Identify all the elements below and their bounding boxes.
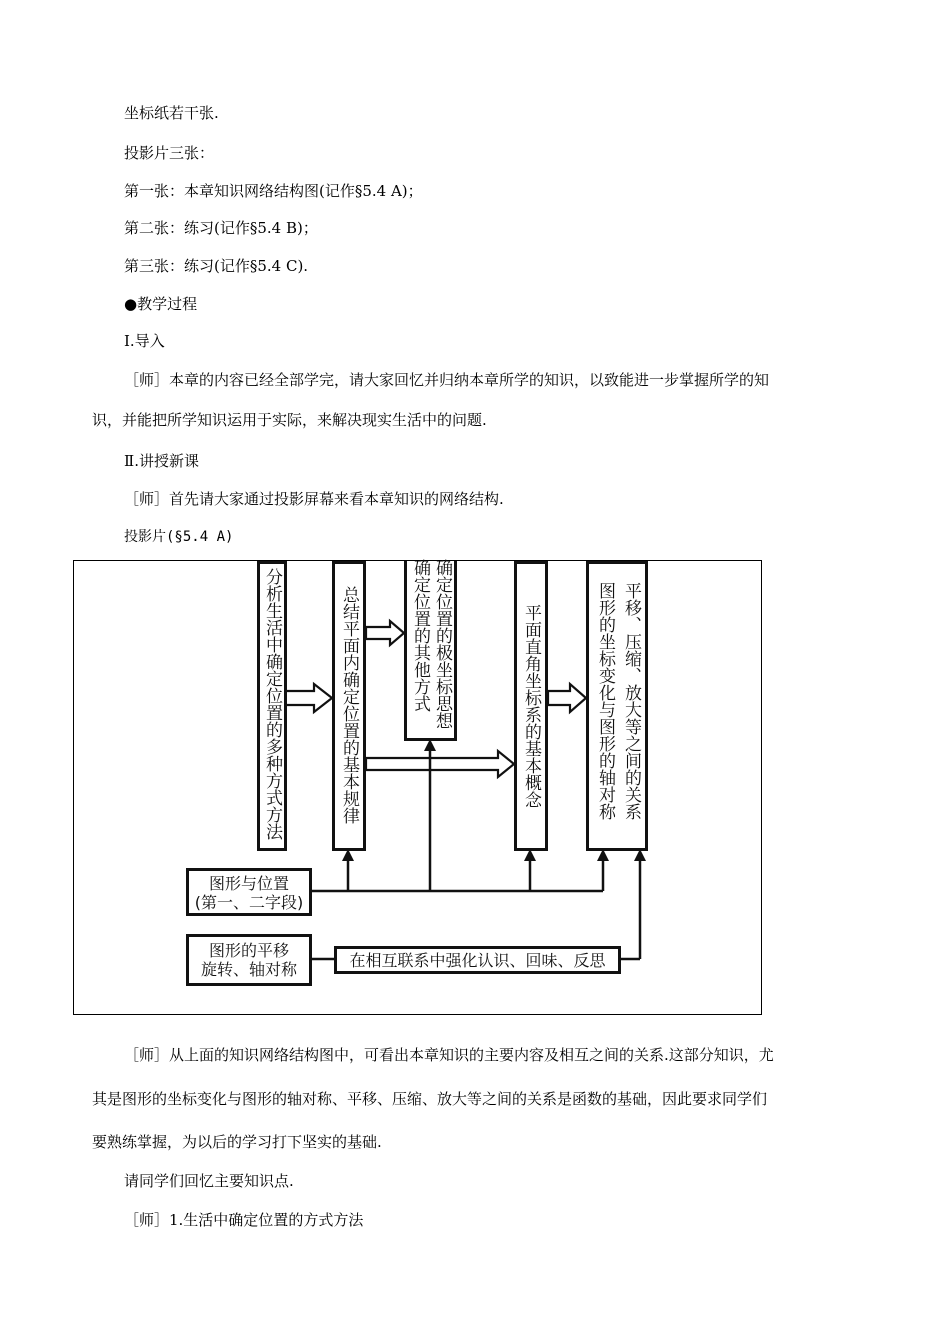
text-line-1: 坐标纸若干张. xyxy=(124,104,219,122)
box-col1-text: 分析生活中确定位置的多种方式方法 xyxy=(262,568,282,840)
box-figure-transform xyxy=(186,934,312,986)
paragraph-5: ［师］1.生活中确定位置的方式方法 xyxy=(124,1211,364,1229)
box-col5-text-right: 平移、压缩、放大等之间的关系 xyxy=(621,582,641,820)
section-heading-process: ●教学过程 xyxy=(124,295,198,313)
arrow-col2-col4 xyxy=(366,751,514,777)
box-col2-text: 总结平面内确定位置的基本规律 xyxy=(339,586,359,824)
box-figure-position-line-2: (第一、二字段) xyxy=(194,893,304,912)
box-col2 xyxy=(332,561,366,851)
text-line-5: 第三张：练习(记作§5.4 C). xyxy=(124,257,309,275)
section-heading-new-lesson: Ⅱ.讲授新课 xyxy=(124,452,199,470)
arrow-col4-col5 xyxy=(548,684,586,712)
paragraph-1-line-1: ［师］本章的内容已经全部学完，请大家回忆并归纳本章所学的知识，以致能进一步掌握所学的知 xyxy=(124,371,770,389)
box-col3 xyxy=(404,561,457,741)
box-figure-position-line-1: 图形与位置 xyxy=(208,874,289,893)
paragraph-1-line-2: 识，并能把所学知识运用于实际，来解决现实生活中的问题. xyxy=(92,411,487,429)
text-line-2: 投影片三张： xyxy=(124,144,215,162)
box-col5-text-left: 图形的坐标变化与图形的轴对称 xyxy=(595,582,615,820)
arrow-col1-col2 xyxy=(282,684,332,712)
paragraph-2: ［师］首先请大家通过投影屏幕来看本章知识的网络结构. xyxy=(124,490,504,508)
paragraph-4: 请同学们回忆主要知识点. xyxy=(124,1172,294,1190)
box-figure-transform-line-2: 旋转、轴对称 xyxy=(200,960,297,979)
box-col3-text-left: 确定位置的其他方式 xyxy=(410,559,430,712)
box-col1 xyxy=(257,561,287,851)
box-figure-position xyxy=(186,868,312,916)
box-figure-transform-line-1: 图形的平移 xyxy=(208,941,289,960)
arrow-col2-col3 xyxy=(366,621,404,645)
paragraph-3-line-3: 要熟练掌握，为以后的学习打下坚实的基础. xyxy=(92,1133,382,1151)
section-heading-intro: Ⅰ.导入 xyxy=(124,332,165,350)
box-col4 xyxy=(514,561,548,851)
text-line-3: 第一张：本章知识网络结构图(记作§5.4 A)； xyxy=(124,182,423,200)
box-col3-text-right: 确定位置的极坐标思想 xyxy=(432,559,452,729)
box-reflection xyxy=(334,946,621,974)
paragraph-3-line-1: ［师］从上面的知识网络结构图中，可看出本章知识的主要内容及相互之间的关系.这部分知识，尤 xyxy=(124,1046,774,1064)
figure-caption: 投影片(§5.4 A) xyxy=(124,529,234,545)
knowledge-network-diagram xyxy=(73,560,762,1015)
box-col5 xyxy=(586,561,648,851)
box-col4-text: 平面直角坐标系的基本概念 xyxy=(521,604,541,808)
paragraph-3-line-2: 其是图形的坐标变化与图形的轴对称、平移、压缩、放大等之间的关系是函数的基础，因此要求同学们 xyxy=(92,1090,768,1108)
box-reflection-text: 在相互联系中强化认识、回味、反思 xyxy=(349,951,606,970)
text-line-4: 第二张：练习(记作§5.4 B)； xyxy=(124,219,318,237)
